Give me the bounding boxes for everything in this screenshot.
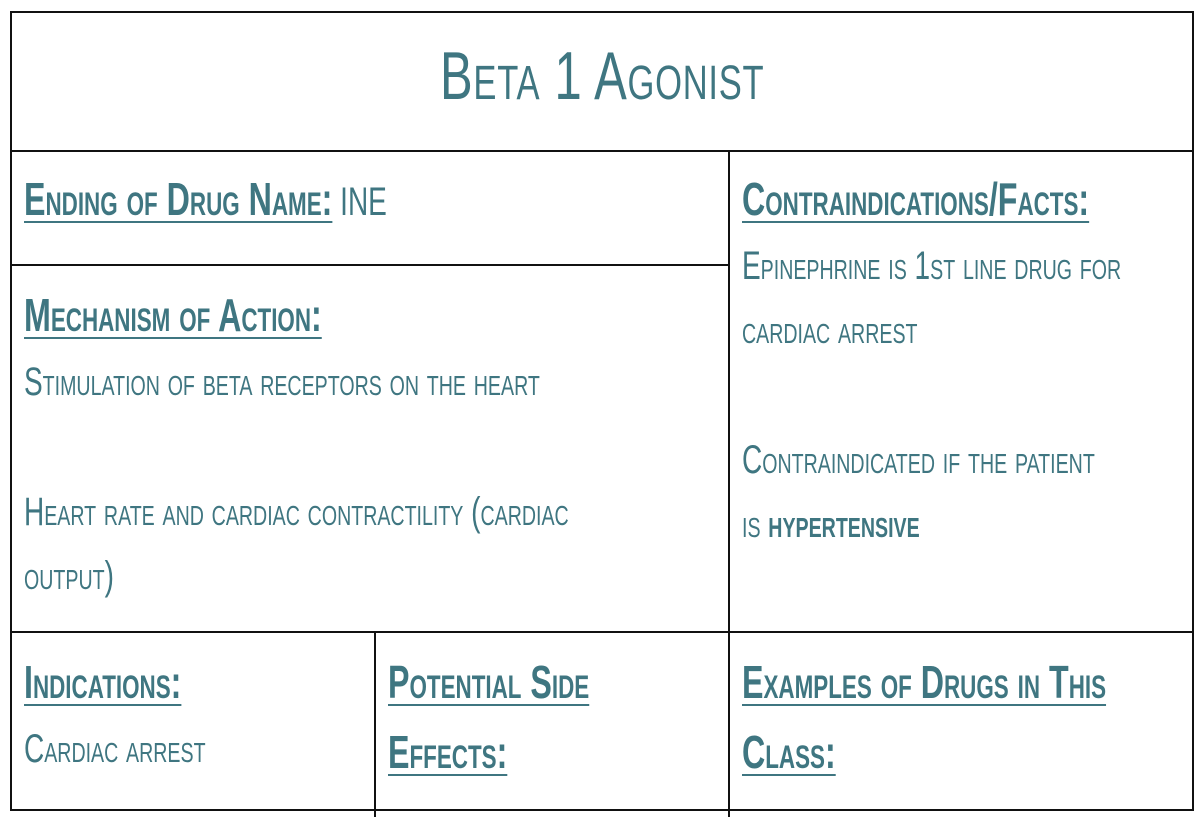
- ending-cell: [12, 152, 730, 266]
- page-title: Beta 1 Agonist: [439, 37, 765, 114]
- fact-2-prefix: is: [742, 502, 769, 546]
- contraindications-cell: [730, 152, 1192, 633]
- indications-cell: [12, 633, 376, 817]
- mechanism-line-3: output): [24, 554, 114, 598]
- contraindications-heading: Contraindications/Facts:: [742, 173, 1090, 225]
- mechanism-line-1: Stimulation of beta receptors on the heart: [24, 360, 540, 404]
- side-effects-heading-2: Effects:: [388, 726, 508, 778]
- fact-2-line-1: Contraindicated if the patient: [742, 438, 1095, 482]
- ending-value: INE: [332, 180, 387, 224]
- indications-line-1: Cardiac arrest: [24, 727, 206, 771]
- fact-1-line-1: Epinephrine is 1st line drug for: [742, 244, 1122, 288]
- mechanism-line-2: Heart rate and cardiac contractility (cardiac: [24, 490, 569, 534]
- fact-1-line-2: cardiac arrest: [742, 308, 918, 352]
- drug-card-table: [10, 11, 1194, 811]
- examples-heading-2: Class:: [742, 726, 836, 778]
- ending-heading: Ending of Drug Name:: [24, 173, 333, 225]
- side-effects-heading-1: Potential Side: [388, 656, 590, 708]
- fact-2-bold: hypertensive: [768, 502, 920, 546]
- mechanism-heading: Mechanism of Action:: [24, 289, 322, 341]
- side-effects-cell: [376, 633, 730, 817]
- indications-heading: Indications:: [24, 656, 182, 708]
- title-cell: [12, 13, 1192, 152]
- examples-heading-1: Examples of Drugs in This: [742, 656, 1107, 708]
- examples-cell: [730, 633, 1192, 817]
- mechanism-cell: [12, 266, 730, 633]
- fact-2-line-2: [742, 492, 1121, 556]
